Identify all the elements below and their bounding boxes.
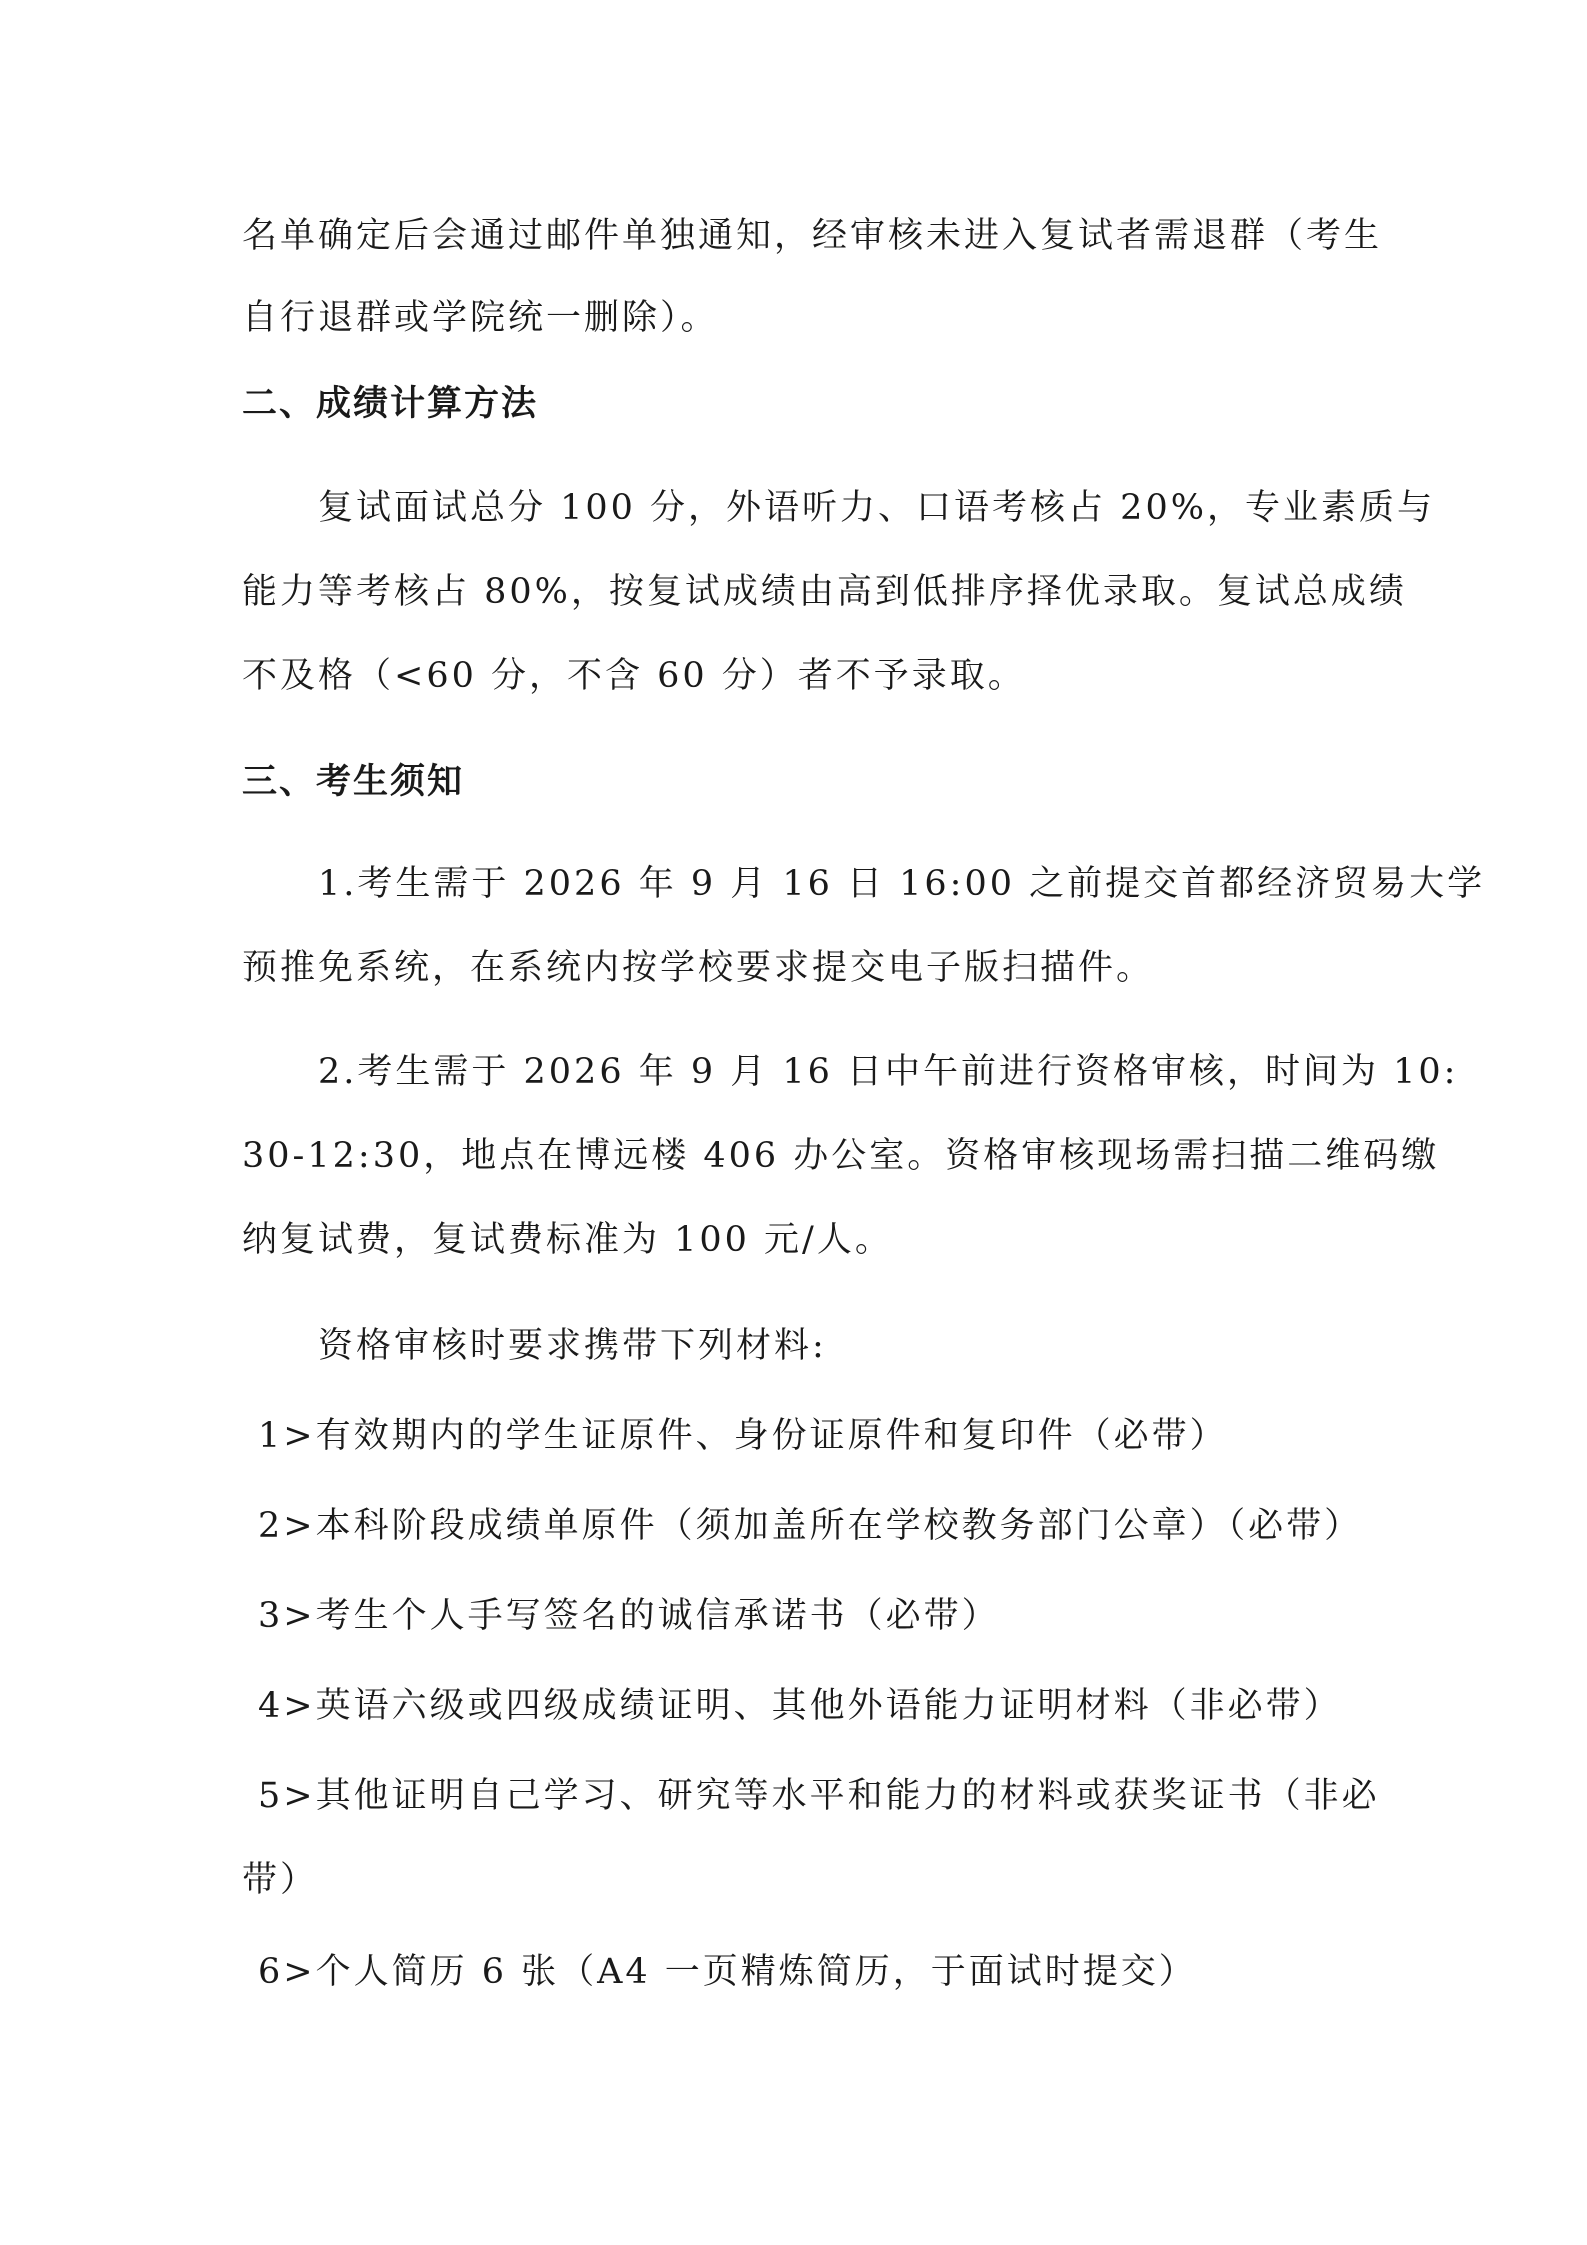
section-heading-candidate-notice: 三、考生须知 [242, 762, 465, 802]
material-item-6: 6>个人简历 6 张（A4 一页精炼简历，于面试时提交） [258, 1952, 1197, 1992]
material-item-5-line-1: 5>其他证明自己学习、研究等水平和能力的材料或获奖证书（非必 [258, 1776, 1380, 1816]
section-heading-score-calculation: 二、成绩计算方法 [242, 384, 539, 424]
score-paragraph-line-3: 不及格（<60 分，不含 60 分）者不予录取。 [242, 656, 1026, 696]
intro-text-line-1: 名单确定后会通过邮件单独通知，经审核未进入复试者需退群（考生 [242, 216, 1383, 256]
score-paragraph-line-2: 能力等考核占 80%，按复试成绩由高到低排序择优录取。复试总成绩 [242, 572, 1407, 612]
material-item-1: 1>有效期内的学生证原件、身份证原件和复印件（必带） [258, 1416, 1228, 1456]
notice-item-1-line-1: 1.考生需于 2026 年 9 月 16 日 16:00 之前提交首都经济贸易大学 [318, 864, 1486, 904]
score-paragraph-line-1: 复试面试总分 100 分，外语听力、口语考核占 20%，专业素质与 [318, 488, 1435, 528]
materials-intro: 资格审核时要求携带下列材料: [318, 1326, 827, 1366]
notice-item-1-line-2: 预推免系统，在系统内按学校要求提交电子版扫描件。 [242, 948, 1155, 988]
notice-item-2-line-1: 2.考生需于 2026 年 9 月 16 日中午前进行资格审核，时间为 10: [318, 1052, 1459, 1092]
material-item-4: 4>英语六级或四级成绩证明、其他外语能力证明材料（非必带） [258, 1686, 1342, 1726]
intro-text-line-2: 自行退群或学院统一删除）。 [242, 298, 719, 338]
notice-item-2-line-3: 纳复试费，复试费标准为 100 元/人。 [242, 1220, 893, 1260]
notice-item-2-line-2: 30-12:30，地点在博远楼 406 办公室。资格审核现场需扫描二维码缴 [242, 1136, 1440, 1176]
material-item-3: 3>考生个人手写签名的诚信承诺书（必带） [258, 1596, 1000, 1636]
material-item-5-line-2: 带） [242, 1860, 319, 1900]
material-item-2: 2>本科阶段成绩单原件（须加盖所在学校教务部门公章）（必带） [258, 1506, 1363, 1546]
